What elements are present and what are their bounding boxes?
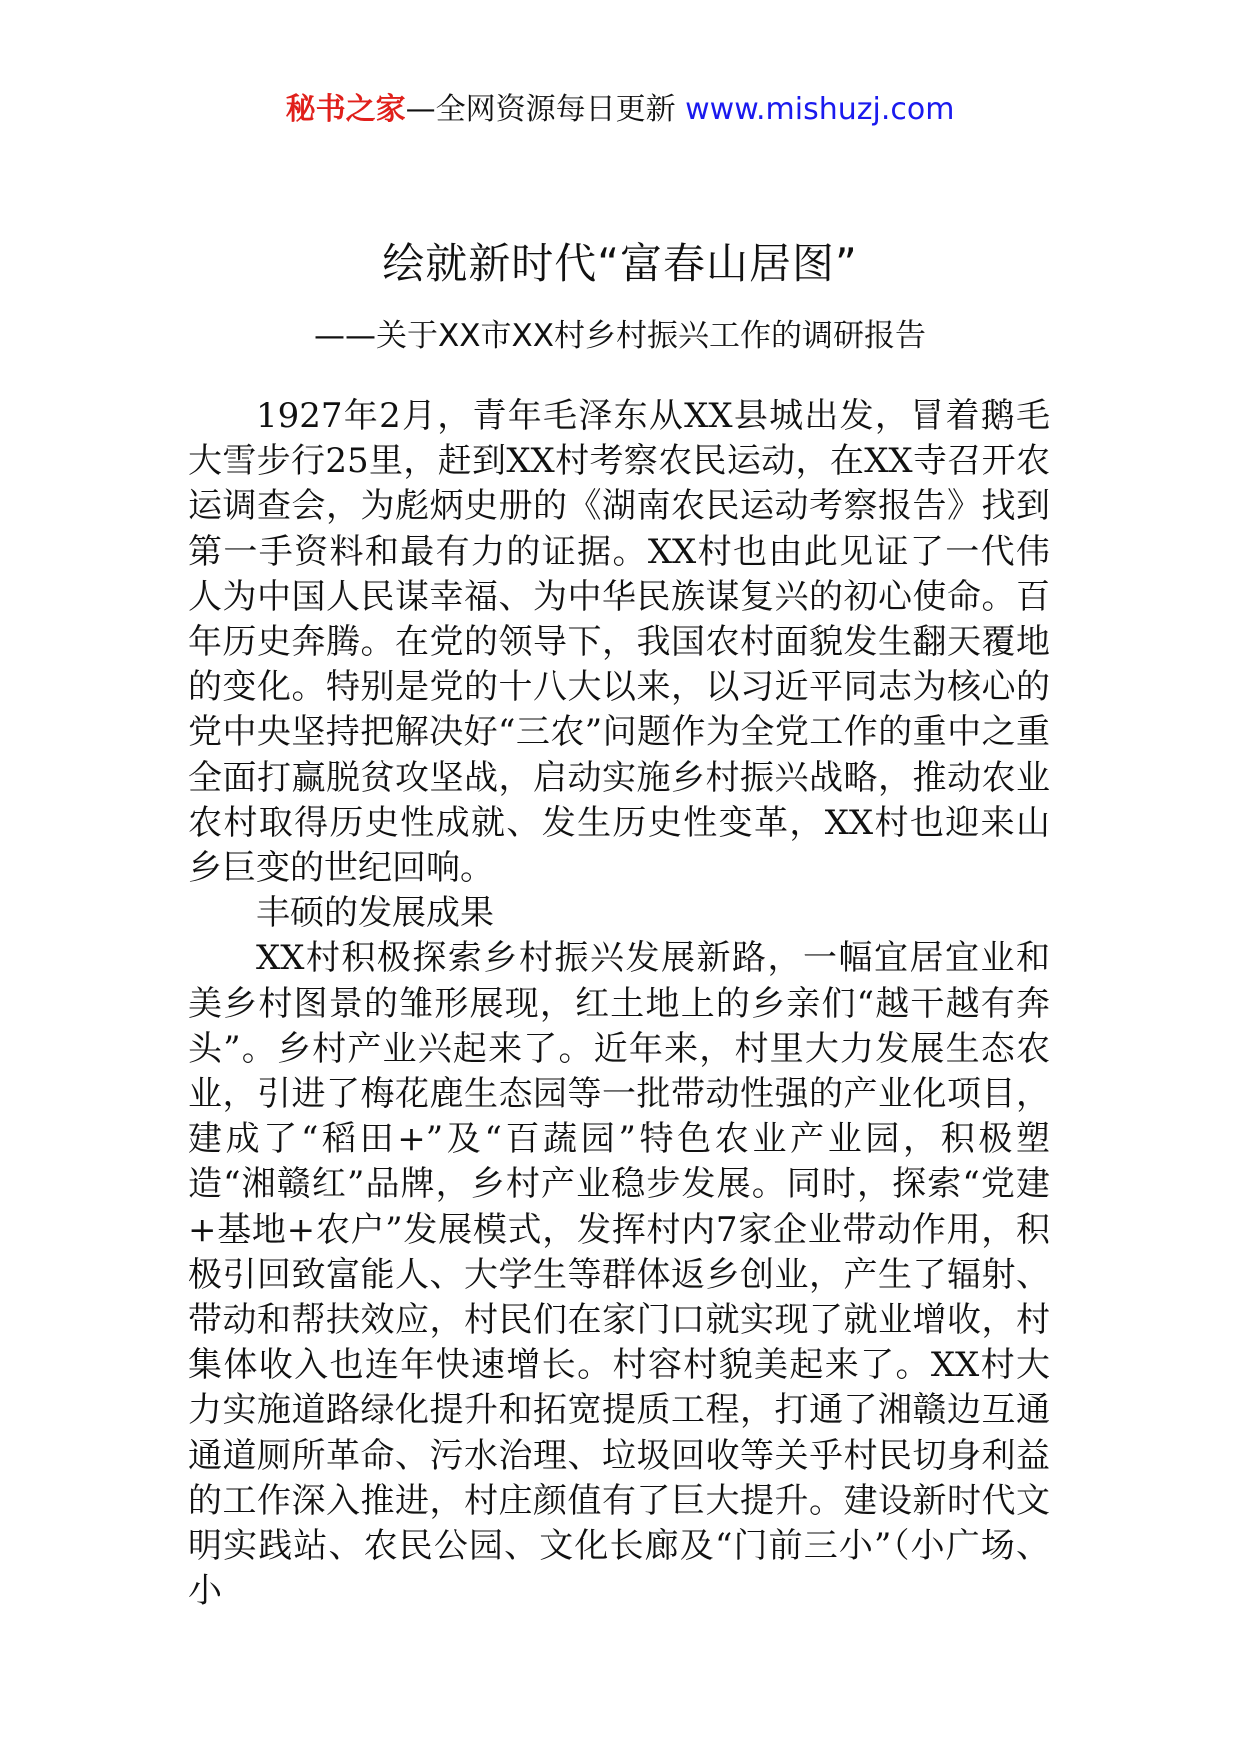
site-header (0, 90, 1240, 130)
site-url-link[interactable]: www.mishuzj.com (685, 92, 955, 127)
paragraph-intro: 1927年2月，青年毛泽东从XX县城出发，冒着鹅毛大雪步行25里，赶到XX村考察农民运动，在XX寺召开农运调查会，为彪炳史册的《湖南农民运动考察报告》找到第一手资料和最有力的证据。XX村也由此见证了一代伟人为中国人民谋幸福、为中华民族谋复兴的初心使命。百年历史奔腾。在党的领导下，我国农村面貌发生翻天覆地的变化。特别是党的十八大以来，以习近平同志为核心的党中央坚持把解决好“三农”问题作为全党工作的重中之重全面打赢脱贫攻坚战，启动实施乡村振兴战略，推动农业农村取得历史性成就、发生历史性变革，XX村也迎来山乡巨变的世纪回响。 (188, 396, 1050, 889)
paragraph-development: XX村积极探索乡村振兴发展新路，一幅宜居宜业和美乡村图景的雏形展现，红土地上的乡亲们“越干越有奔头”。乡村产业兴起来了。近年来，村里大力发展生态农业，引进了梅花鹿生态园等一批带动性强的产业化项目，建成了“稻田+”及“百蔬园”特色农业产业园，积极塑造“湘赣红”品牌，乡村产业稳步发展。同时，探索“党建+基地+农户”发展模式，发挥村内7家企业带动作用，积极引回致富能人、大学生等群体返乡创业，产生了辐射、带动和帮扶效应，村民们在家门口就实现了就业增收，村集体收入也连年快速增长。村容村貌美起来了。XX村大力实施道路绿化提升和拓宽提质工程，打通了湘赣边互通通道厕所革命、污水治理、垃圾回收等关乎村民切身利益的工作深入推进，村庄颜值有了巨大提升。建设新时代文明实践站、农民公园、文化长廊及“门前三小”（小广场、小 (188, 938, 1050, 1612)
document-title: 绘就新时代“富春山居图” (382, 239, 858, 288)
brand-name: 秘书之家 (285, 92, 406, 127)
document-subtitle: ——关于XX市XX村乡村振兴工作的调研报告 (314, 318, 926, 354)
document-body (188, 394, 1050, 1614)
section-heading: 丰硕的发展成果 (256, 893, 494, 934)
header-tagline: —全网资源每日更新 (405, 92, 686, 127)
